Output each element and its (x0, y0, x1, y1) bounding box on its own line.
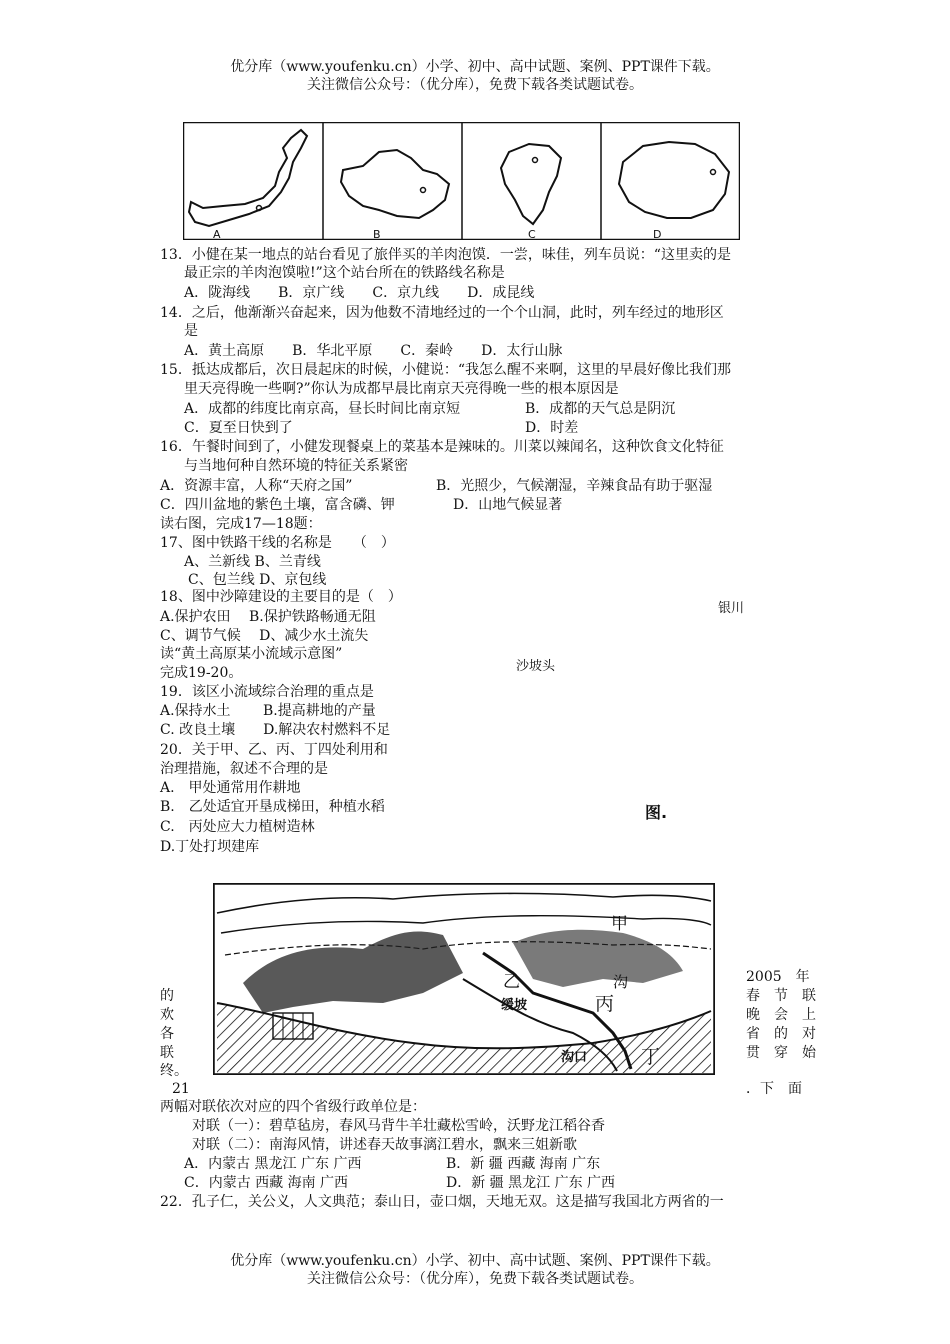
diagram-label-bing: 丙 (595, 993, 615, 1015)
diagram-label-goukou: 沟口 (561, 1050, 588, 1065)
q18-options-2: C、调节气候 D、减少水土流失 (160, 628, 369, 644)
read-19-20-line1: 读“黄土高原某小流域示意图” (160, 646, 343, 662)
q21-right-2: 春 节 联 (746, 988, 816, 1004)
loess-watershed-diagram (213, 883, 715, 1075)
q14-line1: 14．之后，他渐渐兴奋起来，因为他数不清地经过的一个个山洞，此时，列车经过的地形区 (160, 305, 724, 321)
q22-line1: 22．孔子仁，关公义，人文典范；泰山日，壶口烟，天地无双。这是描写我国北方两省的一 (160, 1194, 724, 1210)
header-line-1: 优分库（www.youfenku.cn）小学、初中、高中试题、案例、PPT课件下载。 (230, 59, 720, 75)
diagram-label-ding: 丁 (641, 1046, 661, 1068)
q16-opt-c: C．四川盆地的紫色土壤，富含磷、钾 (160, 497, 395, 513)
q20-opt-c: C. 丙处应大力植树造林 (160, 819, 315, 835)
q20-opt-d: D.丁处打坝建库 (160, 839, 260, 855)
map-label-b: B (373, 228, 381, 240)
diagram-label-yi: 乙 (503, 972, 520, 992)
q21-left-3: 欢 (160, 1007, 174, 1023)
q18-options-1: A.保护农田 B.保护铁路畅通无阻 (160, 609, 376, 625)
q15-opt-d: D．时差 (525, 420, 579, 436)
q13-line2: 最正宗的羊肉泡馍啦!”这个站台所在的铁路线名称是 (184, 265, 505, 281)
q19-stem: 19．该区小流域综合治理的重点是 (160, 684, 374, 700)
province-outline-c (501, 144, 561, 224)
q21-opt-d: D．新 疆 黑龙江 广东 广西 (446, 1175, 616, 1191)
q15-opt-c: C．夏至日快到了 (184, 420, 293, 436)
map-label-shapotou: 沙坡头 (516, 659, 556, 674)
q13-options: A．陇海线 B．京广线 C．京九线 D．成昆线 (184, 285, 535, 301)
diagram-label-huanpo: 缓坡 (501, 998, 528, 1013)
q21-opt-a: A．内蒙古 黑龙江 广东 广西 (184, 1156, 362, 1172)
q20-line1: 20．关于甲、乙、丙、丁四处利用和 (160, 742, 388, 758)
header-line-2: 关注微信公众号：（优分库），免费下载各类试题试卷。 (307, 77, 643, 93)
q20-line2: 治理措施，叙述不合理的是 (160, 761, 328, 777)
map-label-d: D (653, 228, 662, 240)
q19-options-2: C. 改良土壤 D.解决农村燃料不足 (160, 722, 391, 738)
q18-stem: 18、图中沙障建设的主要目的是（ ） (160, 589, 402, 605)
q15-opt-b: B．成都的天气总是阴沉 (525, 401, 676, 417)
q21-right-7: ．下 面 (746, 1081, 802, 1097)
q21-right-3: 晚 会 上 (746, 1007, 816, 1023)
q20-opt-b: B. 乙处适宜开垦成梯田，种植水稻 (160, 799, 385, 815)
q19-options-1: A.保持水土 B.提高耕地的产量 (160, 703, 376, 719)
q16-line1: 16．午餐时间到了，小健发现餐桌上的菜基本是辣味的。川菜以辣闻名，这种饮食文化特征 (160, 439, 724, 455)
map-label-a: A (213, 228, 221, 240)
q16-opt-a: A．资源丰富，人称“天府之国” (160, 478, 353, 494)
q15-line2: 里天亮得晚一些啊?”你认为成都早晨比南京天亮得晚一些的根本原因是 (184, 381, 619, 397)
q21-right-4: 省 的 对 (746, 1026, 816, 1042)
q16-opt-b: B．光照少，气候潮湿，辛辣食品有助于驱湿 (436, 478, 713, 494)
map-label-c: C (528, 228, 536, 240)
q20-opt-a: A. 甲处通常用作耕地 (160, 780, 301, 796)
province-maps-figure (183, 122, 740, 240)
q21-left-6: 终。 (160, 1063, 188, 1079)
q15-line1: 15．抵达成都后，次日晨起床的时候，小健说：“我怎么醒不来啊，这里的早晨好像比我们那 (160, 362, 731, 378)
q17-options-2: C、包兰线 D、京包线 (188, 572, 327, 588)
footer-line-1: 优分库（www.youfenku.cn）小学、初中、高中试题、案例、PPT课件下载。 (230, 1253, 720, 1269)
q21-couplet-1: 对联（一）：碧草毡房，春风马背牛羊壮藏松雪岭，沃野龙江稻谷香 (192, 1118, 605, 1134)
q21-opt-b: B．新 疆 西藏 海南 广东 (446, 1156, 601, 1172)
q14-line2: 是 (184, 323, 198, 339)
q21-left-4: 各 (160, 1026, 174, 1042)
q17-options-1: A、兰新线 B、兰青线 (184, 554, 321, 570)
province-outline-a (189, 130, 307, 226)
q21-number: 21 (172, 1081, 190, 1097)
q21-right-5: 贯 穿 始 (746, 1045, 816, 1061)
q21-stem: 两幅对联依次对应的四个省级行政单位是： (160, 1099, 426, 1115)
q15-opt-a: A．成都的纬度比南京高，昼长时间比南京短 (184, 401, 461, 417)
q17-stem: 17、图中铁路干线的名称是 （ ） (160, 535, 395, 551)
q21-left-5: 联 (160, 1045, 174, 1061)
map-label-yinchuan: 银川 (718, 601, 745, 616)
q21-right-1: 2005 年 (746, 969, 810, 985)
q21-opt-c: C．内蒙古 西藏 海南 广西 (184, 1175, 349, 1191)
q21-couplet-2: 对联（二）：南海风情，讲述春天故事漓江碧水，飘来三姐新歌 (192, 1137, 577, 1153)
province-outline-d (619, 142, 729, 218)
read-17-18: 读右图，完成17—18题： (160, 516, 322, 532)
q21-left-2: 的 (160, 988, 174, 1004)
footer-line-2: 关注微信公众号：（优分库），免费下载各类试题试卷。 (307, 1271, 643, 1287)
province-outline-b (341, 150, 449, 218)
q13-line1: 13．小健在某一地点的站台看见了旅伴买的羊肉泡馍．一尝，味佳，列车员说：“这里卖的是 (160, 247, 731, 263)
q16-line2: 与当地何种自然环境的特征关系紧密 (184, 458, 408, 474)
figure-label: 图. (645, 803, 668, 822)
read-19-20-line2: 完成19-20。 (160, 665, 243, 681)
q14-options: A．黄土高原 B．华北平原 C．秦岭 D．太行山脉 (184, 343, 563, 359)
diagram-label-jia: 甲 (611, 914, 628, 934)
diagram-label-gou: 沟 (613, 973, 629, 991)
q16-opt-d: D．山地气候显著 (453, 497, 563, 513)
